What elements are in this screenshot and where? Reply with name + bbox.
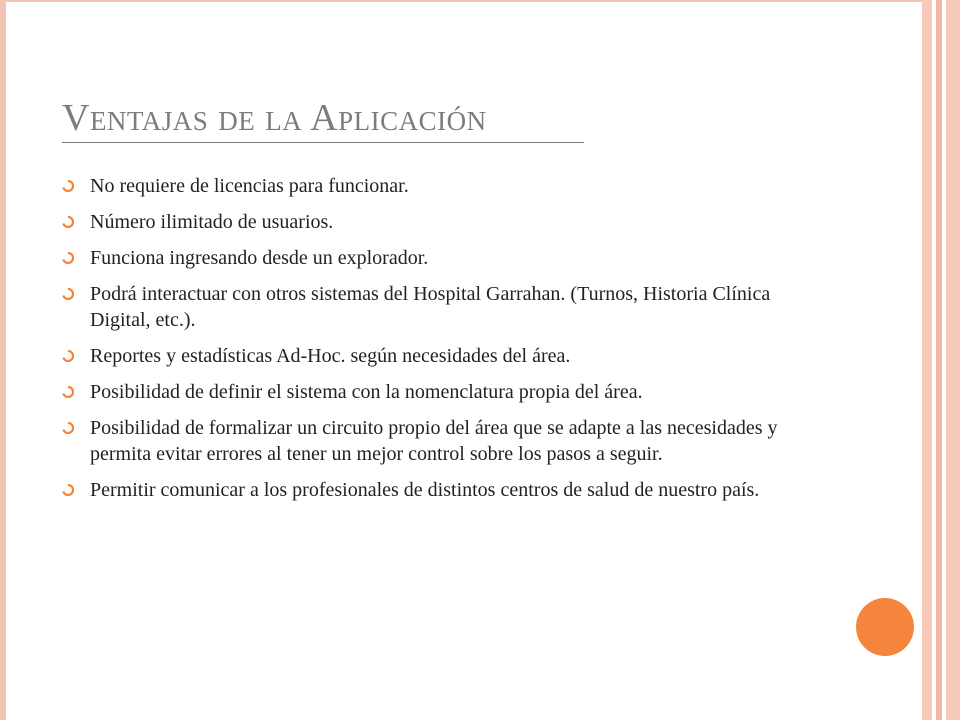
bullet-icon	[62, 252, 74, 264]
bullet-icon	[62, 350, 74, 362]
bullet-item	[62, 281, 832, 333]
bullet-icon	[62, 386, 74, 398]
bullet-item	[62, 379, 832, 405]
bullet-text: Reportes y estadísticas Ad-Hoc. según necesidades del área.	[90, 345, 571, 367]
bullet-item	[62, 209, 832, 235]
decorative-stripe	[946, 0, 960, 720]
slide-title: Ventajas de la Aplicación	[62, 97, 487, 139]
bullet-text: Funciona ingresando desde un explorador.	[90, 247, 429, 269]
bullet-item	[62, 477, 832, 503]
bullet-icon	[62, 288, 74, 300]
bullet-item	[62, 415, 832, 467]
decorative-circle	[856, 598, 914, 656]
bullet-icon	[62, 180, 74, 192]
bullet-item	[62, 245, 832, 271]
bullet-item	[62, 343, 832, 369]
bullet-text: Posibilidad de formalizar un circuito propio del área que se adapte a las necesidades y permita evitar errores al tener un mejor control sobre los pasos a seguir.	[90, 417, 778, 465]
bullet-icon	[62, 216, 74, 228]
bullet-icon	[62, 484, 74, 496]
bullet-list	[62, 173, 832, 513]
bullet-item	[62, 173, 832, 199]
bullet-text: Podrá interactuar con otros sistemas del Hospital Garrahan. (Turnos, Historia Clínica Digital, etc.).	[90, 283, 771, 331]
bullet-text: Posibilidad de definir el sistema con la nomenclatura propia del área.	[90, 381, 643, 403]
bullet-text: No requiere de licencias para funcionar.	[90, 175, 409, 197]
decorative-stripe	[922, 0, 932, 720]
title-underline	[62, 142, 584, 143]
bullet-text: Permitir comunicar a los profesionales de distintos centros de salud de nuestro país.	[90, 479, 760, 501]
bullet-text: Número ilimitado de usuarios.	[90, 211, 334, 233]
bullet-icon	[62, 422, 74, 434]
